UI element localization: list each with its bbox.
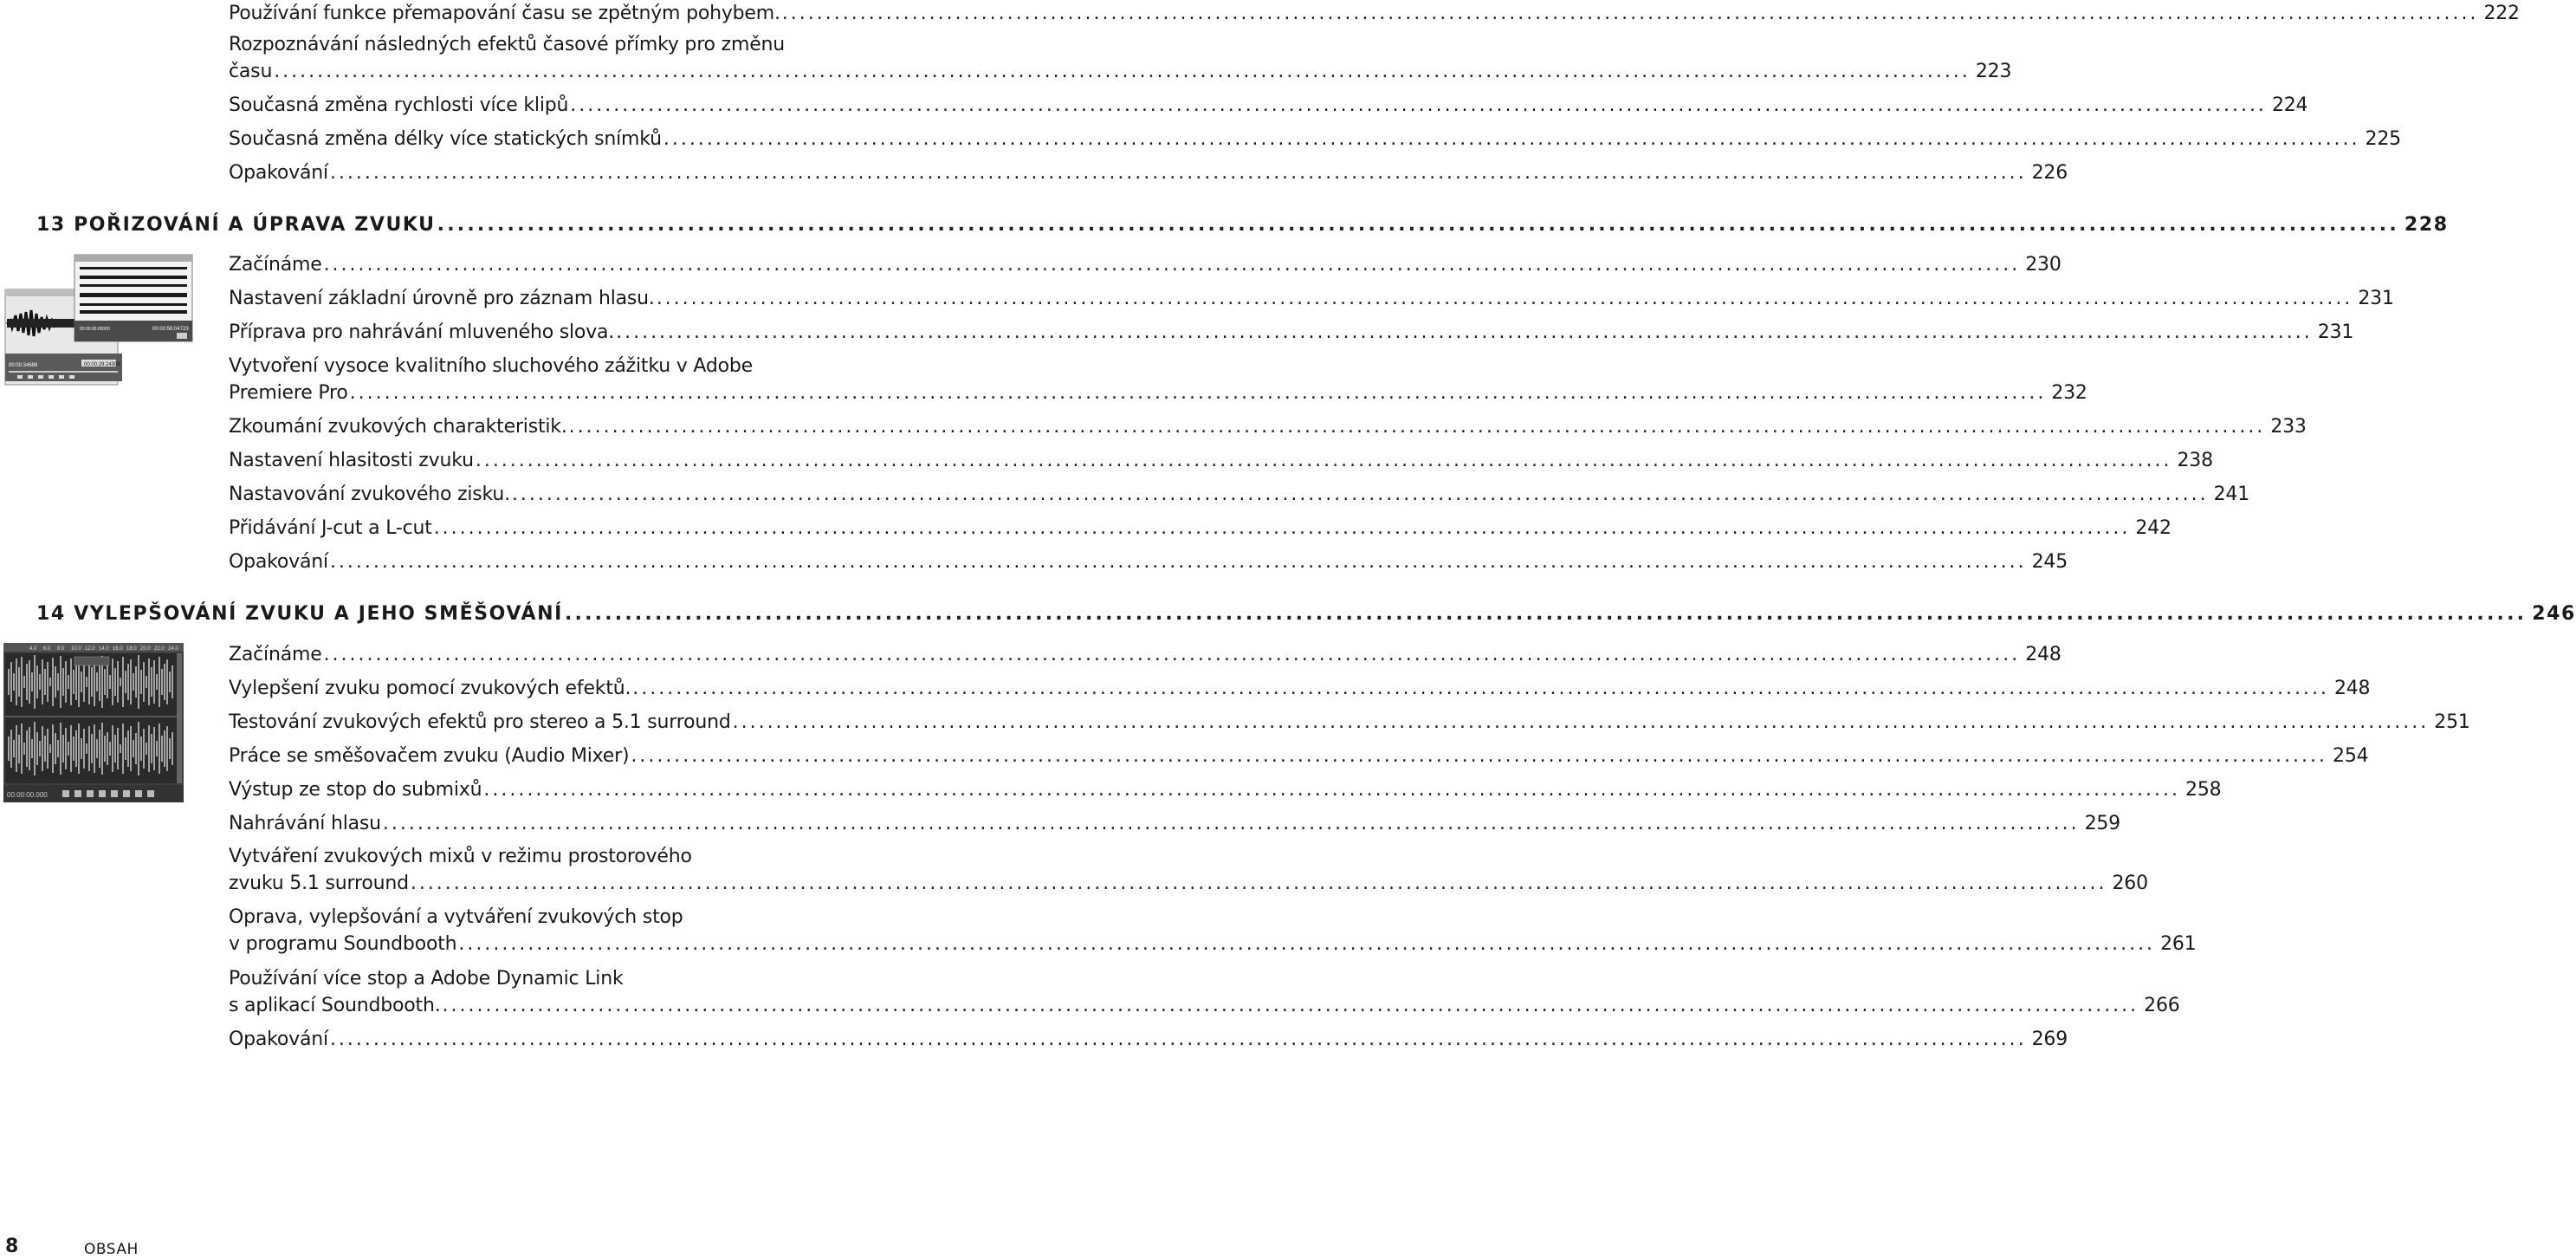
toc-entry[interactable] — [229, 810, 2120, 837]
toc-entry-title-line: Vytváření zvukových mixů v režimu prostorového — [229, 846, 692, 867]
chapter-page: 228 — [2404, 214, 2449, 236]
toc-entry-page: 223 — [1975, 61, 2012, 82]
toc-leader-dots: .................................................................................................................................................................................................... — [349, 382, 2047, 404]
toc-entry-title: Začínáme — [229, 254, 322, 276]
toc-leader-dots: .................................................................................................................................................................................................... — [656, 288, 2353, 309]
toc-leader-dots: .................................................................................................................................................................................................... — [410, 873, 2107, 894]
chapter-heading-13[interactable] — [36, 211, 2449, 238]
toc-entry-title-line: Oprava, vylepšování a vytváření zvukových stop — [229, 906, 683, 928]
ruler-label: 8.0 — [57, 646, 65, 652]
toc-entry-page: 231 — [2358, 288, 2394, 309]
toc-entry-page: 226 — [2031, 162, 2068, 184]
toc-entry-page: 231 — [2317, 321, 2354, 343]
toc-entry-title-line: Používání více stop a Adobe Dynamic Link — [229, 968, 624, 990]
toc-leader-dots: .................................................................................................................................................................................................... — [568, 416, 2266, 438]
toolbar-icon — [74, 657, 109, 665]
toc-entry[interactable] — [229, 515, 2171, 542]
toc-entry-title: Začínáme — [229, 644, 322, 665]
toc-entry[interactable] — [229, 285, 2394, 312]
toc-entry-title: Nastavování zvukového zisku. — [229, 483, 510, 505]
toc-entry[interactable] — [229, 251, 2061, 278]
timecode-text: 00:00:00.000 — [7, 791, 48, 799]
toc-entry-title: Současná změna rychlosti více klipů — [229, 94, 569, 116]
toc-entry-page: 222 — [2483, 3, 2520, 24]
ruler-label: 12.0 — [85, 646, 95, 652]
page-number: 8 — [5, 1236, 19, 1257]
toc-entry-page: 224 — [2271, 94, 2308, 116]
timecode-text: 00:00:29:24000 — [84, 362, 120, 367]
toc-entry[interactable] — [229, 319, 2354, 346]
toc-leader-dots: .................................................................................................................................................................................................... — [511, 483, 2209, 505]
toc-leader-dots: .................................................................................................................................................................................................... — [732, 711, 2430, 733]
toc-entry[interactable] — [229, 776, 2222, 803]
toc-entry-page: 232 — [2051, 382, 2087, 404]
toc-entry[interactable] — [229, 447, 2213, 474]
toc-entry-page: 260 — [2112, 873, 2148, 894]
toc-entry-page: 242 — [2135, 517, 2171, 539]
toc-entry-title: zvuku 5.1 surround — [229, 873, 409, 894]
ruler-label: 10.0 — [71, 646, 81, 652]
timecode-text: 00:00:34688 — [9, 363, 38, 368]
ruler-label: 20.0 — [140, 646, 151, 652]
toc-entry-page: 225 — [2365, 128, 2401, 150]
chapter-heading-14[interactable] — [36, 600, 2576, 627]
chapter-page: 246 — [2532, 603, 2576, 625]
toc-leader-dots: .................................................................................................................................................................................................... — [781, 3, 2479, 24]
toc-leader-dots: .................................................................................................................................................................................................... — [483, 779, 2181, 801]
toc-entry[interactable] — [229, 641, 2061, 668]
toc-entry-page: 269 — [2031, 1029, 2068, 1050]
toc-entry[interactable] — [229, 709, 2470, 736]
toc-leader-dots: .................................................................................................................................................................................................... — [274, 61, 1971, 82]
toc-entry-title: Premiere Pro — [229, 382, 348, 404]
toc-entry-page: 259 — [2084, 813, 2120, 834]
toc-entry-title: Nastavení základní úrovně pro záznam hlasu. — [229, 288, 655, 309]
toc-entry-title: Výstup ze stop do submixů — [229, 779, 482, 801]
toc-leader-dots: .................................................................................................................................................................................................... — [323, 254, 2021, 276]
toc-entry-title: Přidávání J-cut a L-cut — [229, 517, 432, 539]
toc-entry[interactable] — [229, 159, 2068, 186]
button-icon — [177, 333, 187, 339]
toc-leader-dots: .................................................................................................................................................................................................... — [564, 603, 2527, 625]
toc-leader-dots: .................................................................................................................................................................................................... — [323, 644, 2021, 665]
toc-entry[interactable] — [229, 965, 2180, 1019]
ruler-label: 22.0 — [154, 646, 165, 652]
toc-entry-page: 233 — [2270, 416, 2307, 438]
toc-entry-page: 266 — [2144, 995, 2180, 1016]
toc-entry-page: 251 — [2434, 711, 2470, 733]
ruler-label: 24.0 — [168, 646, 178, 652]
toc-entry-page: 238 — [2177, 450, 2213, 471]
toc-entry-title-line: Rozpoznávání následných efektů časové přímky pro změnu — [229, 34, 786, 55]
toc-leader-dots: .................................................................................................................................................................................................... — [631, 745, 2328, 767]
toc-leader-dots: .................................................................................................................................................................................................... — [663, 128, 2360, 150]
toc-leader-dots: .................................................................................................................................................................................................... — [570, 94, 2267, 116]
toc-entry-title: Příprava pro nahrávání mluveného slova. — [229, 321, 615, 343]
toc-entry-title: Nastavení hlasitosti zvuku — [229, 450, 474, 471]
ruler-label: 6.0 — [43, 646, 51, 652]
toc-entry-page: 248 — [2333, 678, 2371, 699]
toc-entry-title: Současná změna délky více statických snímků — [229, 128, 662, 150]
ruler-label: 14.0 — [99, 646, 109, 652]
toc-entry[interactable] — [229, 413, 2307, 440]
toc-entry-title: Opakování — [229, 162, 328, 184]
toc-leader-dots: .................................................................................................................................................................................................... — [616, 321, 2313, 343]
toc-entry-title: v programu Soundbooth — [229, 933, 457, 955]
toc-leader-dots: .................................................................................................................................................................................................... — [475, 450, 2172, 471]
toc-entry-page: 241 — [2213, 483, 2250, 505]
toc-entry[interactable] — [229, 843, 2148, 897]
toc-entry[interactable] — [229, 548, 2068, 575]
toc-entry-page: 230 — [2025, 254, 2061, 276]
toc-entry[interactable] — [229, 481, 2250, 508]
toc-entry[interactable] — [229, 31, 2012, 85]
toc-entry-title: Nahrávání hlasu — [229, 813, 381, 834]
toc-entry-page: 258 — [2185, 779, 2222, 801]
ruler-label: 4.0 — [29, 646, 37, 652]
toc-entry[interactable] — [229, 743, 2369, 769]
timecode-text: 00:00:56:04723 — [152, 327, 189, 332]
toc-entry-title: Opakování — [229, 551, 328, 573]
toc-leader-dots: .................................................................................................................................................................................................... — [329, 1029, 2027, 1050]
toc-entry-title: Vylepšení zvuku pomocí zvukových efektů. — [229, 678, 631, 699]
toc-entry[interactable] — [229, 0, 2520, 27]
toc-entry-title: Práce se směšovačem zvuku (Audio Mixer) — [229, 745, 630, 767]
waveform-panel-front — [74, 255, 192, 341]
toc-leader-dots: .................................................................................................................................................................................................... — [632, 678, 2329, 699]
toc-entry-title: Zkoumání zvukových charakteristik. — [229, 416, 567, 438]
running-footer: OBSAH — [84, 1241, 139, 1258]
chapter-title: 14 VYLEPŠOVÁNÍ ZVUKU A JEHO SMĚŠOVÁNÍ — [36, 603, 563, 625]
toc-entry-page: 254 — [2333, 745, 2369, 767]
toc-leader-dots: .................................................................................................................................................................................................... — [329, 551, 2027, 573]
toc-entry[interactable] — [229, 675, 2371, 702]
chapter13-audio-screenshot — [0, 253, 196, 392]
toc-entry-title: času — [229, 61, 273, 82]
ruler-label: 16.0 — [113, 646, 123, 652]
toc-entry-page: 245 — [2031, 551, 2068, 573]
toc-leader-dots: .................................................................................................................................................................................................... — [382, 813, 2080, 834]
toc-entry[interactable] — [229, 92, 2308, 119]
timecode-text: 00:00:00:00000 — [80, 327, 110, 332]
toc-entry[interactable] — [229, 126, 2401, 153]
toc-entry-title: Opakování — [229, 1029, 328, 1050]
chapter14-audio-screenshot — [3, 643, 184, 802]
toc-entry[interactable] — [229, 1026, 2068, 1053]
toc-entry-page: 248 — [2025, 644, 2061, 665]
toc-leader-dots: .................................................................................................................................................................................................... — [458, 933, 2156, 955]
toc-entry-title: s aplikací Soundbooth. — [229, 995, 441, 1016]
toc-entry-title: Používání funkce přemapování času se zpětným pohybem. — [229, 3, 780, 24]
ruler-label: 18.0 — [126, 646, 137, 652]
toc-leader-dots: .................................................................................................................................................................................................... — [442, 995, 2139, 1016]
toc-entry-page: 261 — [2160, 933, 2197, 955]
toc-leader-dots: .................................................................................................................................................................................................... — [329, 162, 2027, 184]
toc-entry-title-line: Vytvoření vysoce kvalitního sluchového zážitku v Adobe — [229, 355, 753, 377]
toc-entry[interactable] — [229, 904, 2197, 957]
toc-entry-title: Testování zvukových efektů pro stereo a 5.1 surround — [229, 711, 731, 733]
toc-leader-dots: .................................................................................................................................................................................................... — [433, 517, 2131, 539]
toc-entry[interactable] — [229, 353, 2087, 406]
toc-leader-dots: .................................................................................................................................................................................................... — [437, 214, 2399, 236]
chapter-title: 13 POŘIZOVÁNÍ A ÚPRAVA ZVUKU — [36, 214, 436, 236]
